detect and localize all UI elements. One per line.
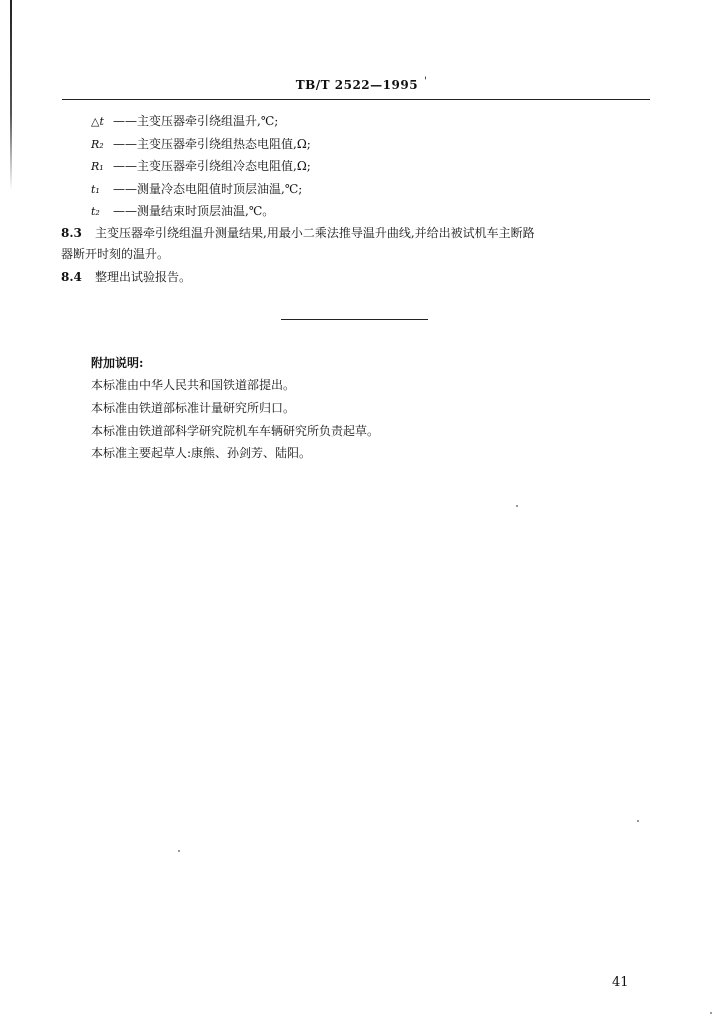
document-code: TB/T 2522—1995 xyxy=(295,78,419,92)
definition-symbol: △t xyxy=(91,115,104,128)
section-text: 整理出试验报告。 xyxy=(95,270,192,284)
definition-symbol: t₂ xyxy=(91,205,100,218)
definition-symbol: t₁ xyxy=(91,183,100,196)
definition-text: ——主变压器牵引绕组冷态电阻值,Ω; xyxy=(113,159,311,173)
header-mark: ' xyxy=(424,76,428,87)
section-number: 8.3 xyxy=(61,226,82,240)
section-text: 主变压器牵引绕组温升测量结果,用最小二乘法推导温升曲线,并给出被试机车主断路 xyxy=(95,226,535,240)
definition-line xyxy=(91,181,302,198)
section-8-3-line1 xyxy=(61,225,535,241)
appendix-item: 本标准主要起草人:康熊、孙剑芳、陆阳。 xyxy=(91,446,312,460)
page-header xyxy=(0,76,723,92)
section-8-4 xyxy=(61,269,191,285)
scan-edge-mark xyxy=(10,0,12,190)
definition-line xyxy=(91,158,311,175)
header-rule xyxy=(62,99,650,100)
definition-symbol: R₂ xyxy=(91,138,104,151)
appendix-item: 本标准由铁道部标准计量研究所归口。 xyxy=(91,401,296,415)
scan-speck xyxy=(637,820,639,822)
appendix-item: 本标准由铁道部科学研究院机车车辆研究所负责起草。 xyxy=(91,424,380,438)
section-number: 8.4 xyxy=(61,270,82,284)
appendix-item: 本标准由中华人民共和国铁道部提出。 xyxy=(91,378,296,392)
definition-text: ——测量冷态电阻值时顶层油温,℃; xyxy=(113,182,303,196)
definition-line xyxy=(91,113,278,130)
section-8-3-line2 xyxy=(61,246,169,262)
definition-text: ——主变压器牵引绕组热态电阻值,Ω; xyxy=(113,137,311,151)
section-text: 器断开时刻的温升。 xyxy=(61,247,170,261)
scan-speck xyxy=(178,850,180,852)
end-of-text-rule xyxy=(281,319,428,320)
page-number: 41 xyxy=(612,975,629,990)
definition-line xyxy=(91,136,311,153)
appendix-title: 附加说明: xyxy=(91,356,144,370)
definition-text: ——主变压器牵引绕组温升,℃; xyxy=(113,114,279,128)
definition-symbol: R₁ xyxy=(91,160,104,173)
scan-speck xyxy=(710,1012,712,1014)
scan-speck xyxy=(516,505,518,507)
definition-line xyxy=(91,203,274,220)
definition-text: ——测量结束时顶层油温,℃。 xyxy=(113,204,275,218)
